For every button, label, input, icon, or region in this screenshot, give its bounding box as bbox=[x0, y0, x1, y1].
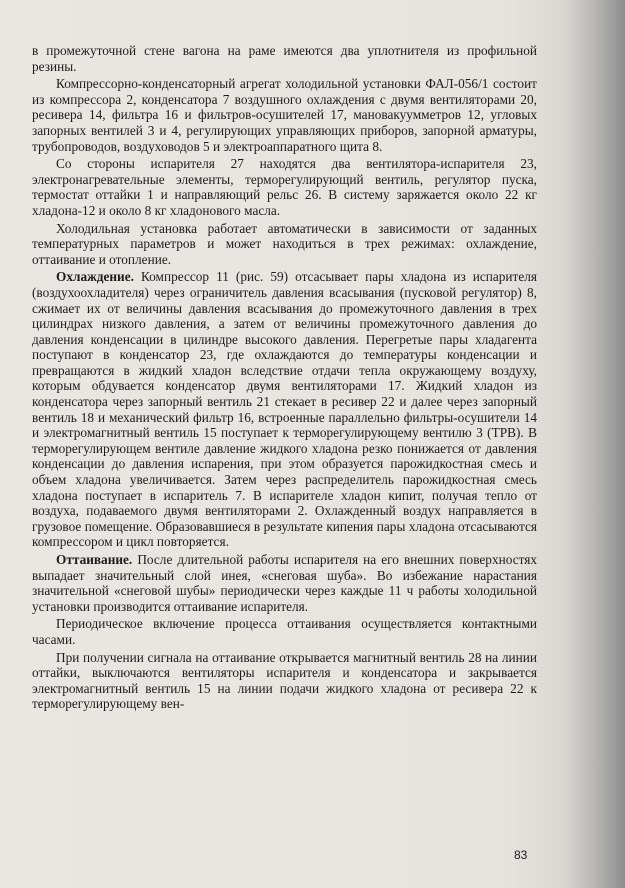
page-number: 83 bbox=[514, 848, 528, 862]
paragraph bbox=[32, 221, 537, 268]
paragraph-text: в промежуточной стене вагона на раме имеются два уплотнителя из профильной резины. bbox=[32, 43, 537, 74]
page-text bbox=[32, 43, 537, 712]
paragraph-text: Компрессор 11 (рис. 59) отсасывает пары хладона из испарителя (воздухоохладителя) через ограничитель давления всасывания (пусковой регулятор) 8, сжимает их от величины давления всасывания до промежуточного давления в трех цилиндрах низкого давления, а затем от величины промежуточного давления до давления конденсации в цилиндре высокого давления. Перегретые пары хладагента поступают в конденсатор 23, где охлаждаются до температуры конденсации и превращаются в жидкий хладон вследствие отдачи тепла окружающему воздуху, которым обдувается конденсатор двумя вентиляторами 17. Жидкий хладон из конденсатора через запорный вентиль 21 стекает в ресивер 22 и далее через запорный вентиль 18 и механический фильтр 16, встроенные параллельно фильтры-осушители 14 и электромагнитный вентиль 15 поступает к терморегулирующему вентилю 3 (ТРВ). В терморегулирующем вентиле давление жидкого хладона резко понижается от давления конденсации до давления испарения, при этом образуется парожидкостная смесь и объем хладона увеличивается. Затем через распределитель парожидкостная смесь хладона поступает в испаритель 7. В испарителе хладон кипит, получая тепло от воздуха, подаваемого двумя вентиляторами 2. Охлажденный воздух направляется в грузовое помещение. Образовавшиеся в результате кипения пары хладона отсасываются компрессором и цикл повторяется. bbox=[32, 269, 537, 550]
paragraph-text: При получении сигнала на оттаивание открывается магнитный вентиль 28 на линии оттайки, выключаются вентиляторы испарителя и конденсатора и закрывается электромагнитный вентиль 15 на линии подачи жидкого хладона от ресивера 22 к терморегулирующему вен- bbox=[32, 649, 537, 712]
paragraph-heading: Охлаждение. bbox=[56, 269, 134, 285]
paragraph-text: Со стороны испарителя 27 находятся два вентилятора-испарителя 23, электронагревательные элементы, терморегулирующий вентиль, регулятор пуска, термостат оттайки 1 и направляющий рельс 26. В систему заряжается около 22 кг хладона-12 и около 8 кг хладонового масла. bbox=[32, 156, 537, 218]
paragraph bbox=[32, 269, 537, 550]
paragraph bbox=[32, 156, 537, 218]
paragraph bbox=[32, 616, 537, 647]
paragraph-text: Компрессорно-конденсаторный агрегат холодильной установки ФАЛ-056/1 состоит из компрессора 2, конденсатора 7 воздушного охлаждения с двумя вентиляторами 20, ресивера 14, фильтра 16 и фильтров-осушителей 17, мановакуумметров 12, угловых запорных вентилей 3 и 4, регулирующих управляющих приборов, запорной арматуры, трубопроводов, воздуховодов 5 и электроаппаратного щита 8. bbox=[32, 76, 537, 154]
paragraph bbox=[32, 650, 537, 712]
paragraph bbox=[32, 552, 537, 614]
paragraph-text: Холодильная установка работает автоматически в зависимости от заданных температурных параметров и может находиться в трех режимах: охлаждение, оттаивание и отопление. bbox=[32, 220, 537, 267]
paragraph bbox=[32, 43, 537, 74]
paragraph-text: После длительной работы испарителя на его внешних поверхностях выпадает значительный слой инея, «снеговая шуба». Во избежание нарастания значительной «снеговой шубы» периодически через каждые 11 ч работы холодильной установки производится оттаивание испарителя. bbox=[32, 552, 537, 614]
paragraph-text: Периодическое включение процесса оттаивания осуществляется контактными часами. bbox=[32, 616, 537, 647]
paragraph-heading: Оттаивание. bbox=[56, 552, 133, 567]
paragraph bbox=[32, 76, 537, 154]
